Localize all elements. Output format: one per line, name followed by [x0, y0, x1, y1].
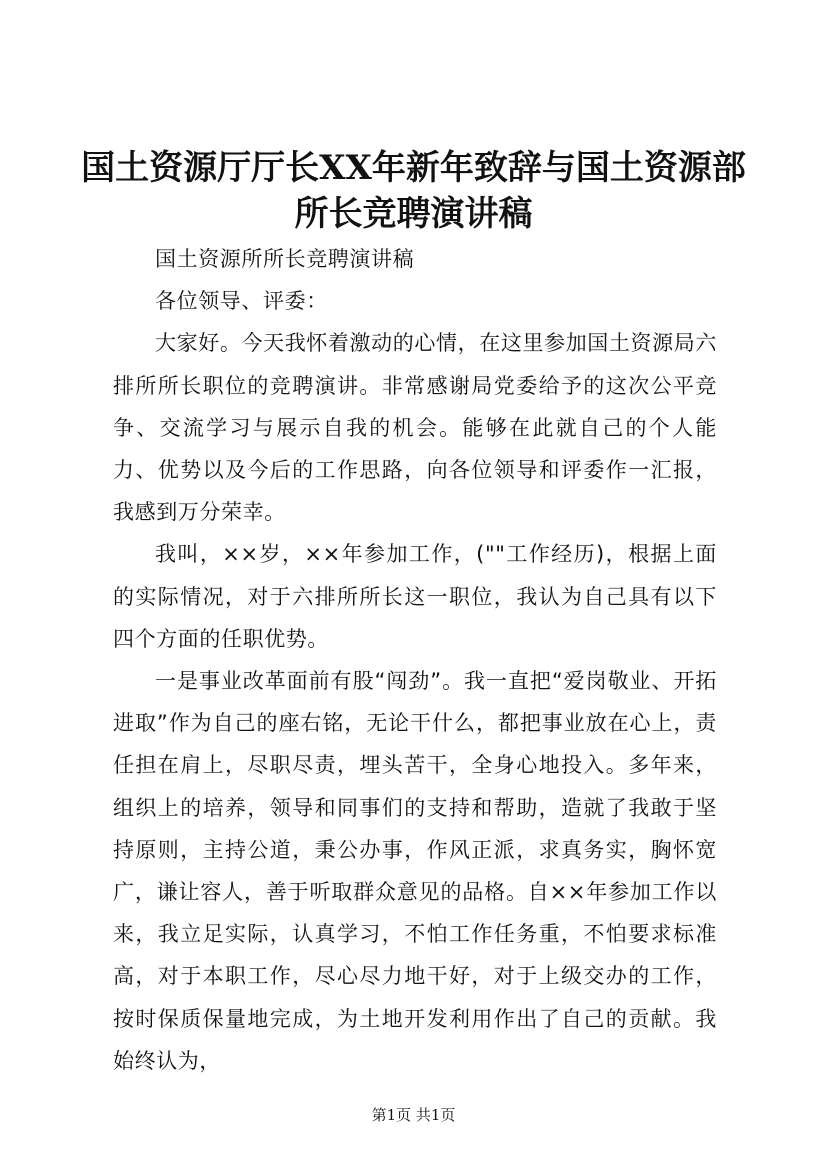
paragraph-advantage-one: 一是事业改革面前有股“闯劲”。我一直把“爱岗敬业、开拓进取”作为自己的座右铭，无论干什么，都把事业放在心上，责任担在肩上，尽职尽责，埋头苦干，全身心地投入。多年来，组织上的培养，领导和同事们的支持和帮助，造就了我敢于坚持原则，主持公道，秉公办事，作风正派，求真务实，胸怀宽广，谦让容人，善于听取群众意见的品格。自××年参加工作以来，我立足实际，认真学习，不怕工作任务重，不怕要求标准高，对于本职工作，尽心尽力地干好，对于上级交办的工作，按时保质保量地完成，为土地开发利用作出了自己的贡献。我始终认为，	[113, 669, 717, 1073]
page-footer: 第1页 共1页	[371, 1106, 456, 1124]
paragraph-subtitle: 国土资源所所长竞聘演讲稿	[155, 247, 415, 271]
document-body	[113, 238, 717, 1082]
paragraph-salutation: 各位领导、评委：	[155, 289, 328, 314]
title-line-2: 所长竞聘演讲稿	[294, 194, 533, 234]
document-title	[60, 145, 767, 237]
paragraph-introduction: 我叫，××岁，××年参加工作，(""工作经历)，根据上面的实际情况，对于六排所所长这一职位，我认为自己具有以下四个方面的任职优势。	[113, 542, 717, 651]
title-line-1: 国土资源厅厅长XX年新年致辞与国土资源部	[81, 148, 746, 188]
paragraph-greeting: 大家好。今天我怀着激动的心情，在这里参加国土资源局六排所所长职位的竞聘演讲。非常感谢局党委给予的这次公平竞争、交流学习与展示自我的机会。能够在此就自己的个人能力、优势以及今后的工作思路，向各位领导和评委作一汇报，我感到万分荣幸。	[113, 331, 717, 525]
